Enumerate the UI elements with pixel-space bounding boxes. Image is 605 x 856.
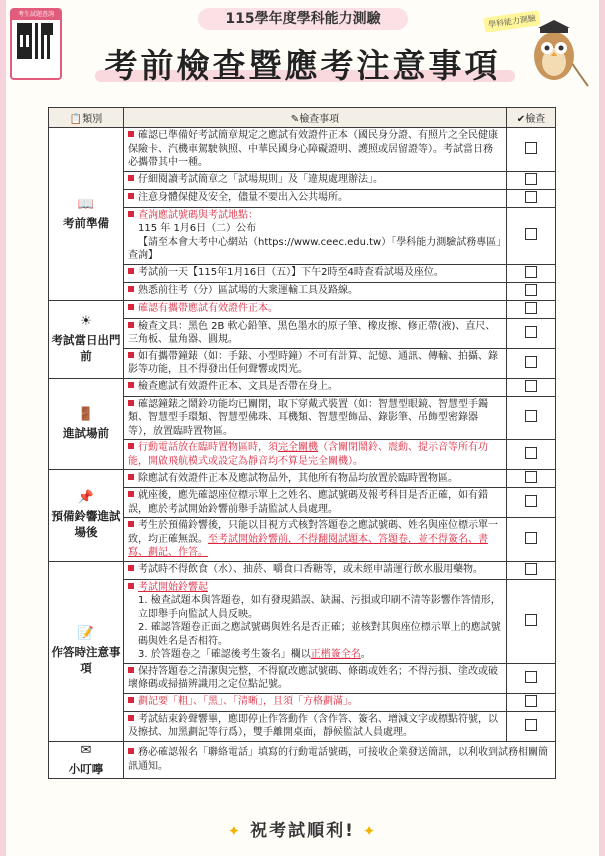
- pencil-icon: ✎: [290, 114, 300, 125]
- pin-icon: 📌: [77, 490, 95, 506]
- checkbox[interactable]: [525, 563, 537, 575]
- category-prep: 📖 考前準備: [49, 128, 124, 301]
- table-row: [49, 711, 556, 741]
- checkbox[interactable]: [525, 356, 537, 368]
- table-row: [49, 264, 556, 282]
- check-item: 考試時不得飲食（水）、抽菸、嚼食口香糖等，或未經申請運行飲水服用藥物。: [124, 561, 507, 579]
- table-row: [49, 189, 556, 207]
- checkbox[interactable]: [525, 447, 537, 459]
- table-row: [49, 663, 556, 693]
- table-row: [49, 207, 556, 264]
- header-check: ✔檢查: [507, 108, 556, 128]
- check-item: 除應試有效證件正本及應試物品外，其他所有物品均放置於臨時置物區。: [124, 470, 507, 488]
- table-row: [49, 282, 556, 300]
- table-row: [49, 378, 556, 396]
- table-row: [49, 579, 556, 663]
- book-icon: 📖: [77, 196, 95, 212]
- check-item: 注意身體保健及安全，儘量不要出入公共場所。: [124, 189, 507, 207]
- checkbox[interactable]: [525, 266, 537, 278]
- table-row: [49, 171, 556, 189]
- check-item: 行動電話放在臨時置物區時，須完全關機（含關閉鬧鈴、震動、提示音等所有功能，開啟飛航模式或設定為靜音均不算是完全關機）。: [124, 440, 507, 470]
- memo-icon: 📝: [77, 626, 95, 641]
- header-category: 📋類別: [49, 108, 124, 128]
- checkbox[interactable]: [525, 695, 537, 707]
- sun-icon: ☀: [80, 314, 92, 329]
- table-row: [49, 318, 556, 348]
- checkbox[interactable]: [525, 671, 537, 683]
- check-item: 仔細閱讀考試簡章之「試場規則」及「違規處理辦法」。: [124, 171, 507, 189]
- check-item: 考試結束鈴聲響畢，應即停止作答動作（含作答、簽名、增減文字或標點符號，以及擦拭、加黑劃記等行爲），雙手離開桌面，靜候監試人員處理。: [124, 711, 507, 741]
- page-title: 考前檢查暨應考注意事項: [104, 46, 501, 85]
- check-item: 如有攜帶鐘錶（如：手錶、小型時鐘）不可有計算、記憶、通訊、傳輸、拍攝、錄影等功能，且不得發出任何聲響或閃光。: [124, 348, 507, 378]
- checkbox[interactable]: [525, 228, 537, 240]
- table-row: [49, 128, 556, 172]
- check-item: 考試開始鈴響起 1. 檢查試題本與答題卷，如有發現錯誤、缺漏、污損或印刷不清等影響作答情形，立即舉手向監試人員反映。 2. 確認答題卷正面之應試號碼與姓名是否正確；並核對其與座位標示單上的應試號碼與姓名是否相符。 3. 於答題卷之「確認後考生簽名」欄以正楷簽全名。: [124, 579, 507, 663]
- left-border: [0, 0, 6, 856]
- table-row: [49, 693, 556, 711]
- category-after-bell: 📌 預備鈴響進試場後: [49, 470, 124, 562]
- table-row: [49, 488, 556, 518]
- qr-code[interactable]: [10, 8, 62, 80]
- check-item: 檢查文具：黑色 2B 軟心鉛筆、黑色墨水的原子筆、橡皮擦、修正帶(液)、直尺、三角板、量角器、圓規。: [124, 318, 507, 348]
- checklist-table: [48, 107, 556, 779]
- checkbox[interactable]: [525, 614, 537, 626]
- checkbox[interactable]: [525, 302, 537, 314]
- checkbox[interactable]: [525, 284, 537, 296]
- subtitle: 115學年度學科能力測驗: [198, 8, 408, 30]
- checkbox[interactable]: [525, 380, 537, 392]
- table-row: [49, 300, 556, 318]
- check-item: 考生於預備鈴響後，只能以目視方式核對答題卷之應試號碼、姓名與座位標示單一致，均正確無誤。至考試開始鈴響前，不得翻閱試題本、答題卷，並不得簽名、書寫、劃記、作答。: [124, 518, 507, 562]
- check-item: 確認已準備好考試簡章規定之應試有效證件正本（國民身分證、有照片之全民健康保險卡、汽機車駕駛執照、中華民國身心障礙證明、護照或居留證等）。考試當日務必攜帶其中一種。: [124, 128, 507, 172]
- checkbox[interactable]: [525, 142, 537, 154]
- sparkle-icon: ✦: [227, 822, 243, 840]
- right-border: [599, 0, 605, 856]
- checkbox[interactable]: [525, 173, 537, 185]
- qr-caption: 考生試題查詢: [12, 10, 60, 20]
- check-item: 熟悉前往考（分）區試場的大衆運輸工具及路線。: [124, 282, 507, 300]
- category-before-entry: 🚪 進試場前: [49, 378, 124, 470]
- bullet-icon: [128, 131, 134, 137]
- check-item: 劃記要「粗」、「黑」、「清晰」，且須「方格劃滿」。: [124, 693, 507, 711]
- table-row: [49, 741, 556, 778]
- owl-label: 學科能力測驗: [483, 10, 541, 33]
- checkbox[interactable]: [525, 326, 537, 338]
- table-header-row: [49, 108, 556, 128]
- check-item: 確認有攜帶應試有效證件正本。: [124, 300, 507, 318]
- checkbox[interactable]: [525, 532, 537, 544]
- mail-icon: ✉: [80, 742, 92, 758]
- check-item: 檢查應試有效證件正本、文具是否帶在身上。: [124, 378, 507, 396]
- checkbox[interactable]: [525, 471, 537, 483]
- table-row: [49, 518, 556, 562]
- qr-icon: [17, 23, 53, 59]
- door-icon: 🚪: [77, 406, 95, 422]
- category-morning: ☀ 考試當日出門前: [49, 300, 124, 378]
- table-row: [49, 348, 556, 378]
- table-row: [49, 440, 556, 470]
- check-item: 務必確認報名「聯絡電話」填寫的行動電話號碼，可接收企業發送簡訊，以利收到試務相關簡訊通知。: [124, 741, 556, 778]
- clipboard-icon: 📋: [69, 114, 83, 125]
- table-row: [49, 470, 556, 488]
- category-reminder: ✉ 小叮嚀: [49, 741, 124, 778]
- check-item: 保持答題卷之清潔與完整，不得竄改應試號碼、條碼或姓名；不得污損、塗改或破壞條碼或掃描辨識用之定位點記號。: [124, 663, 507, 693]
- checkbox[interactable]: [525, 410, 537, 422]
- checkbox[interactable]: [525, 191, 537, 203]
- checkbox[interactable]: [525, 719, 537, 731]
- checkbox[interactable]: [525, 495, 537, 507]
- check-item: 就座後，應先確認座位標示單上之姓名、應試號碼及報考科目是否正確，如有錯誤，應於考試開始鈴響前舉手請監試人員處理。: [124, 488, 507, 518]
- check-icon: ✔: [516, 114, 526, 125]
- category-answering: 📝 作答時注意事項: [49, 561, 124, 741]
- footer-message: ✦ 祝考試順利! ✦: [227, 821, 378, 841]
- check-item: 確認鐘錶之鬧鈴功能均已關閉，取下穿戴式裝置（如：智慧型眼鏡、智慧型手鐲類、智慧型手環類、智慧型佛珠、耳機類、智慧型飾品、錄影筆、吊飾型密錄器等），放置臨時置物區。: [124, 396, 507, 440]
- table-row: [49, 561, 556, 579]
- checkbox-cell: [507, 128, 556, 172]
- header-item: ✎檢查事項: [124, 108, 507, 128]
- check-item: 查詢應試號碼與考試地點： 115 年 1月6日（二）公布 【請至本會大考中心網站（https://www.ceec.edu.tw）「學科能力測驗試務專區」查詢】: [124, 207, 507, 264]
- sparkle-icon: ✦: [362, 822, 378, 840]
- table-row: [49, 396, 556, 440]
- check-item: 考試前一天【115年1月16日（五）】下午2時至4時查看試場及座位。: [124, 264, 507, 282]
